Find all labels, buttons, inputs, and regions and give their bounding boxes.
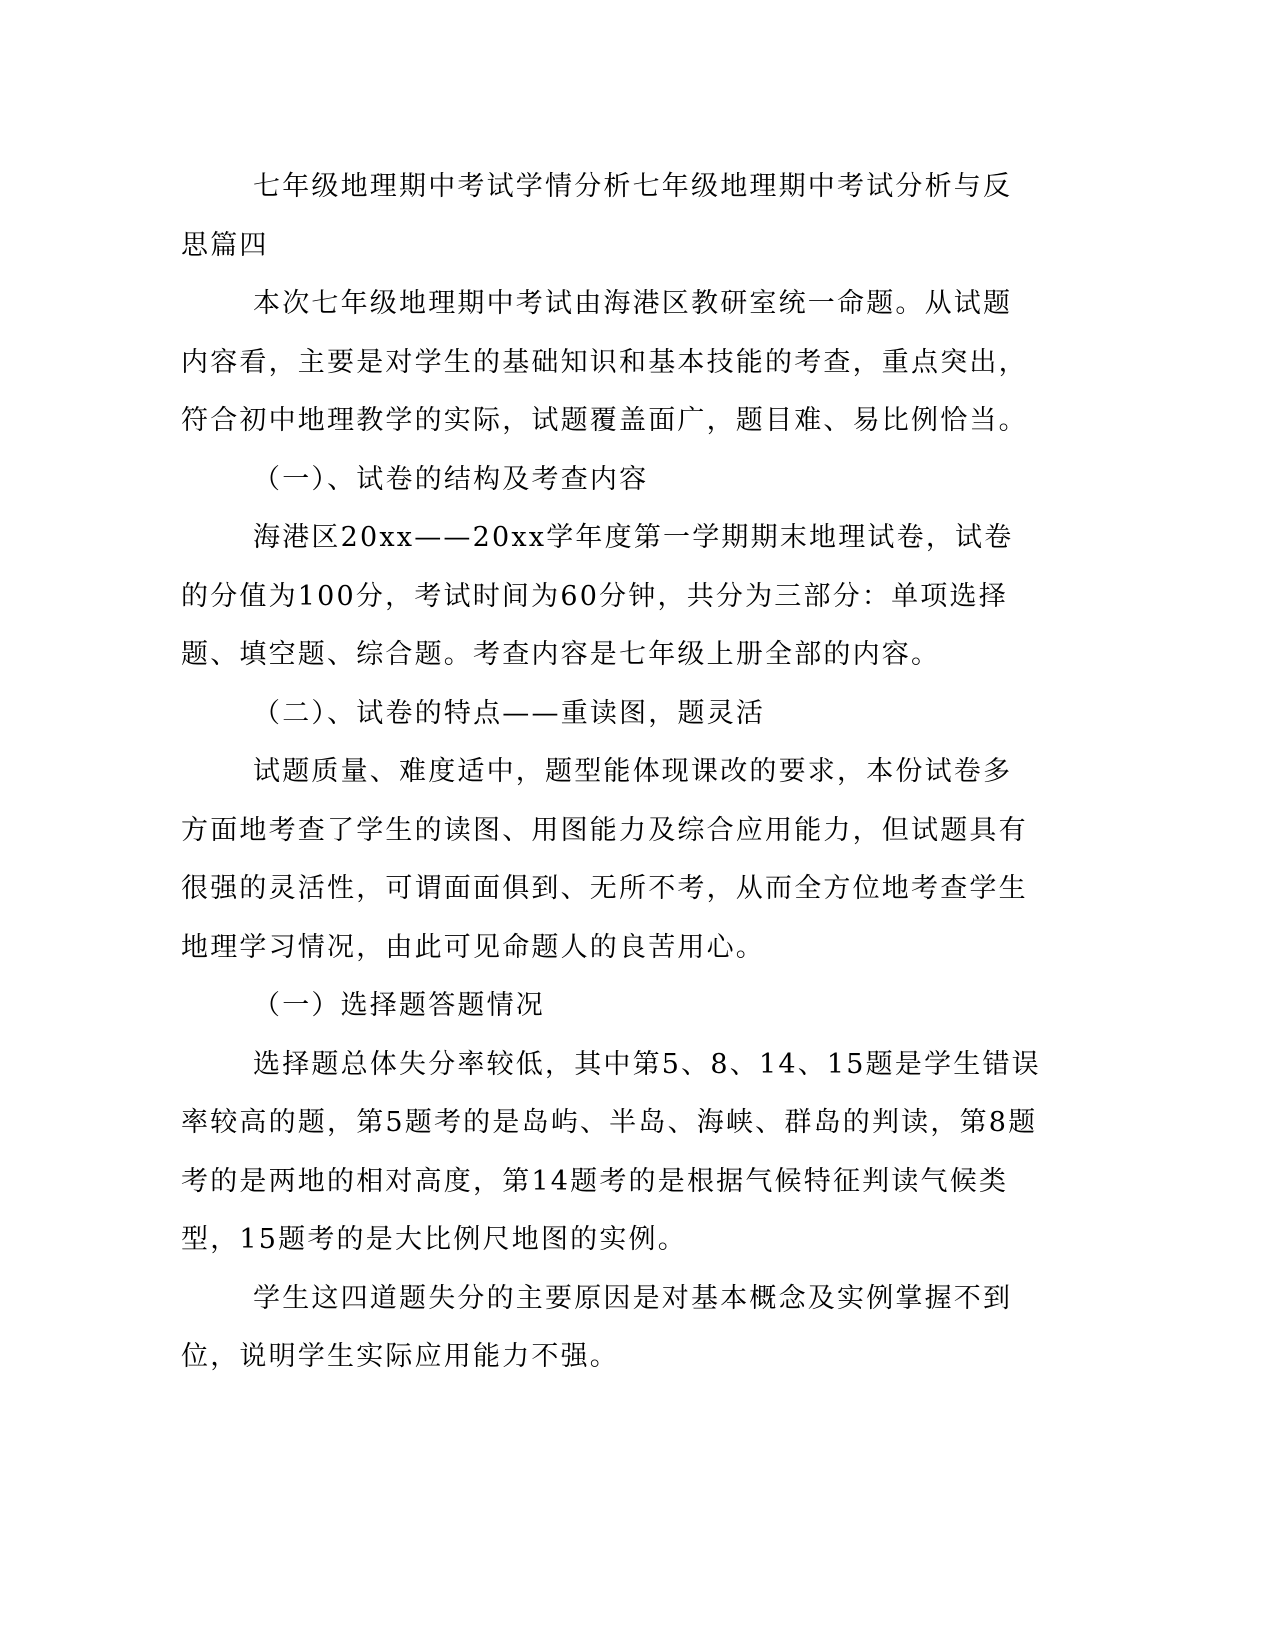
section-heading-structure: （一）、试卷的结构及考查内容 (253, 463, 649, 495)
document-title: 七年级地理期中考试学情分析七年级地理期中考试分析与反思篇四 (181, 171, 1013, 261)
paragraph-intro: 本次七年级地理期中考试由海港区教研室统一命题。从试题内容看，主要是对学生的基础知识和基本技能的考查，重点突出，符合初中地理教学的实际，试题覆盖面广，题目难、易比例恰当。 (181, 288, 1028, 436)
paragraph-choice: 选择题总体失分率较低，其中第5、8、14、15题是学生错误率较高的题，第5题考的是岛屿、半岛、海峡、群岛的判读，第8题考的是两地的相对高度，第14题考的是根据气候特征判读气候类型，15题考的是大比例尺地图的实例。 (181, 1048, 1041, 1255)
paragraph-reason: 学生这四道题失分的主要原因是对基本概念及实例掌握不到位，说明学生实际应用能力不强。 (181, 1282, 1013, 1372)
document-body (181, 158, 1041, 1387)
section-heading-choice: （一）选择题答题情况 (253, 990, 545, 1021)
section-heading-features: （二）、试卷的特点——重读图，题灵活 (253, 697, 766, 729)
paragraph-structure: 海港区20xx——20xx学年度第一学期期末地理试卷，试卷的分值为100分，考试时间为60分钟，共分为三部分：单项选择题、填空题、综合题。考查内容是七年级上册全部的内容。 (181, 522, 1014, 670)
paragraph-features: 试题质量、难度适中，题型能体现课改的要求，本份试卷多方面地考查了学生的读图、用图能力及综合应用能力，但试题具有很强的灵活性，可谓面面俱到、无所不考，从而全方位地考查学生地理学习情况，由此可见命题人的良苦用心。 (181, 756, 1028, 963)
